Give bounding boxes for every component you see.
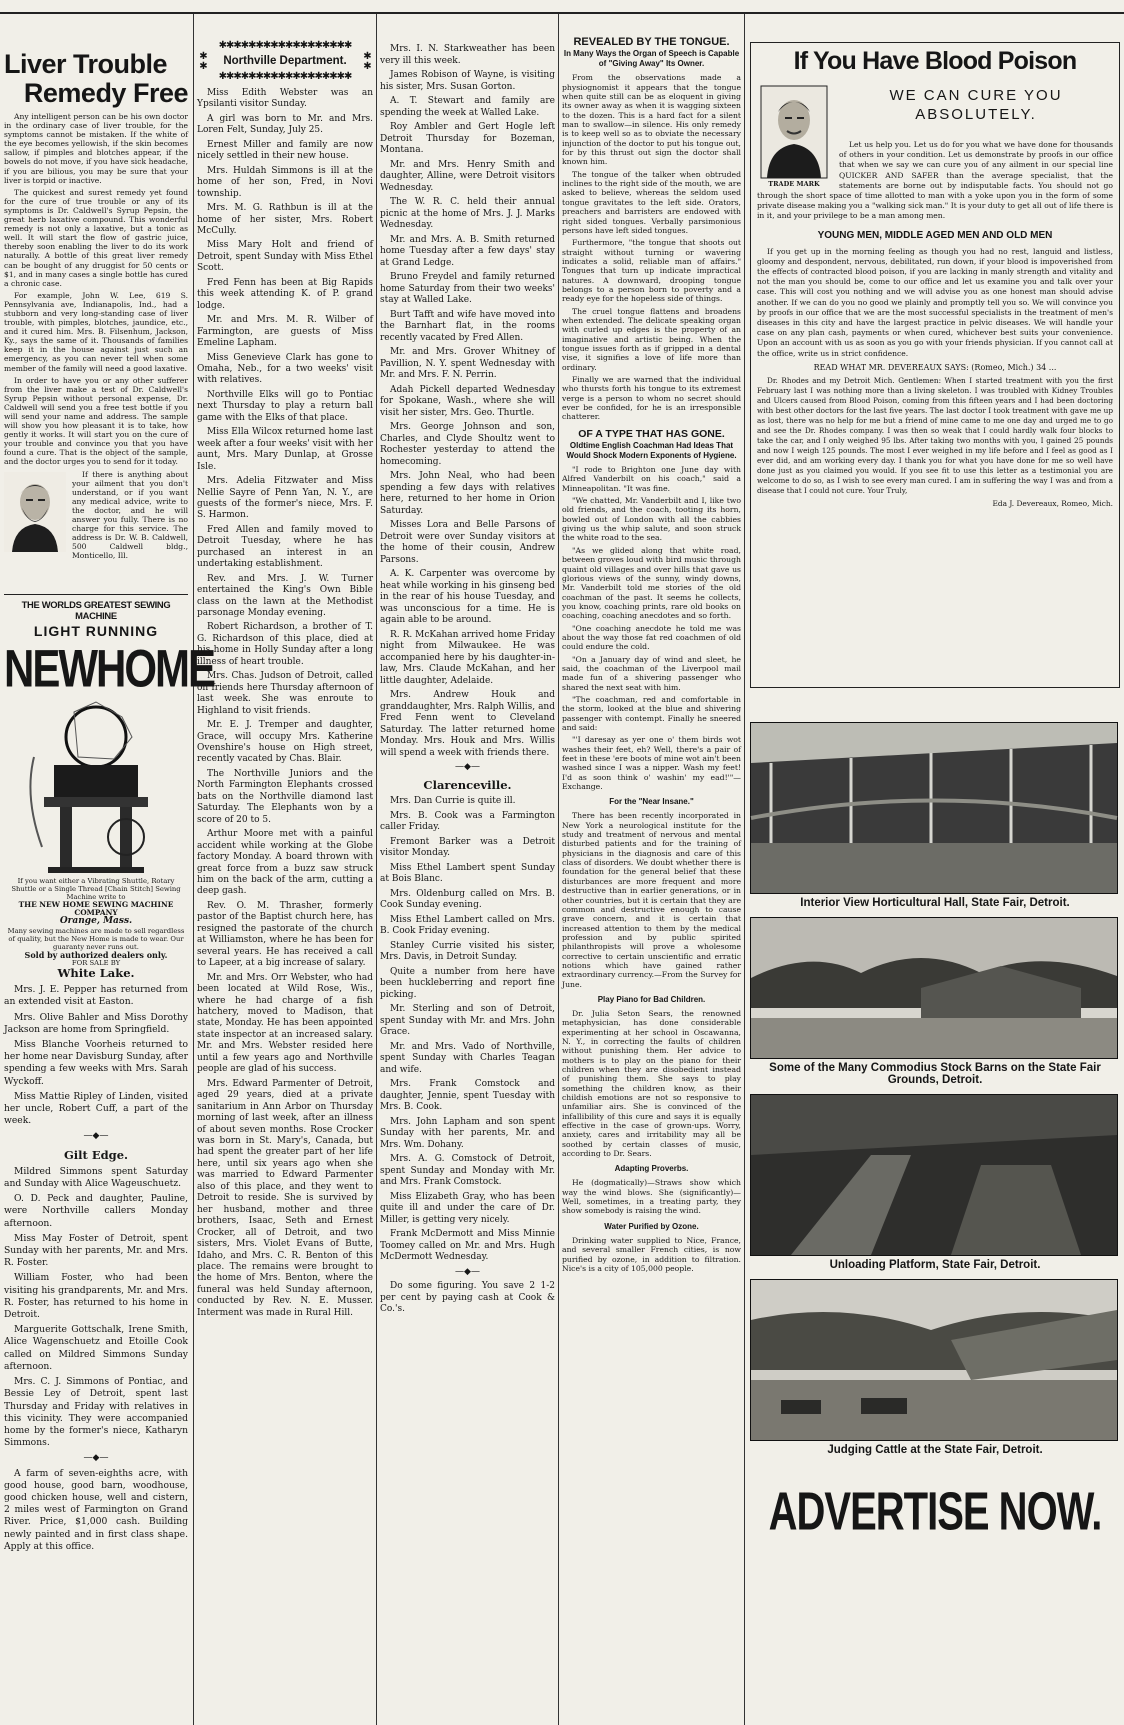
water-title: Water Purified by Ozone.	[604, 1221, 699, 1231]
news-item: The W. R. C. held their annual picnic at the home of Mrs. J. J. Marks Wednesday.	[380, 197, 555, 230]
sewing-line-2: LIGHT RUNNING	[33, 623, 159, 639]
sewing-for-sale: FOR SALE BY	[71, 959, 121, 967]
sewing-sold: Sold by authorized dealers only.	[24, 950, 168, 960]
news-item: Quite a number from here have been huckleberring and report fine picking.	[380, 966, 555, 1000]
white-lake-title: White Lake.	[57, 966, 135, 980]
news-item: Miss Ella Wilcox returned home last week after a four weeks' visit with her aunt, Mrs. Mary Dunlap, at Grosse Isle.	[197, 427, 373, 472]
news-item: Mrs. Adelia Fitzwater and Miss Nellie Sayre of Penn Yan, N. Y., are guests of the former's niece, Mrs. F. S. Harmon.	[197, 476, 373, 521]
news-item: Mrs. M. G. Rathbun is ill at the home of her sister, Mrs. Robert McCully.	[197, 203, 373, 236]
clarenceville-title: Clarenceville.	[423, 777, 512, 792]
column-1	[4, 14, 214, 1725]
column-rule	[193, 14, 194, 1725]
news-item: Mildred Simmons spent Saturday and Sunday with Alice Wageuschuetz.	[4, 1165, 188, 1190]
separator-ornament: —◆—	[455, 762, 480, 772]
news-item: Mrs. Dan Currie is quite ill.	[390, 796, 516, 806]
article-para: There has been recently incorporated in New York a neurological institute for the study and treatment of nervous and mental disturbed patients and for the training of physicians in the diagnosis and care of this class of disorders. We doubt whether there is foundation for the general belief that these disturbances are more frequent and more destructive than in earlier generations, or in other countries, but it is certain that they are common and destructive enough to cause grave concern, and it is certain that increased attention to them by the medical profession and by public spirited philanthropists will prove a wholesome corrective to certain unscientific and erratic notions which have gained rather extraordinary currency.—From the Survey for June.	[562, 811, 741, 989]
article-para: From the observations made a physiognomist it appears that the tongue when quite still can be as eloquent in giving its owner away as when it is wagging sixteen to the dozen. This is a hard fact for a silent man to swallow—in silence. His only remedy is to keep well so as to obviate the necessary injunction of the doctor to put his tongue out, for by this thrust out sign the doctor shall known him.	[562, 73, 741, 167]
news-item: Mrs. C. J. Simmons of Pontiac, and Bessie Ley of Detroit, spent last Thursday and Friday with relatives in this vicinity. They were accompanied home by the former's niece, Katharyn Simmons.	[4, 1376, 188, 1449]
separator-ornament: —◆—	[455, 1266, 480, 1277]
photo-caption: Unloading Platform, State Fair, Detroit.	[829, 1259, 1041, 1271]
news-item: Mrs. Olive Bahler and Miss Dorothy Jackson are home from Springfield.	[4, 1011, 188, 1035]
news-item: Mr. Sterling and son of Detroit, spent Sunday with Mr. and Mrs. John Grace.	[380, 1004, 555, 1037]
star-border: ✱✱✱✱✱✱✱✱✱✱✱✱✱✱✱✱✱✱	[218, 71, 352, 82]
tongue-title: REVEALED BY THE TONGUE.	[573, 36, 730, 48]
cook-ad: Do some figuring. You save 2 1-2 per cent by paying cash at Cook & Co.'s.	[380, 1281, 555, 1314]
news-item: Mrs. J. E. Pepper has returned from an extended visit at Easton.	[4, 984, 188, 1008]
news-item: Mr. and Mrs. Grover Whitney of Pavillion, N. Y. spent Wednesday with Mr. and Mrs. F. N. Perrin.	[380, 347, 555, 380]
news-item: Mrs. George Johnson and son, Charles, and Clyde Shoultz went to Rochester yesterday to attend the homecoming.	[380, 422, 555, 467]
blood-title: If You Have Blood Poison	[793, 47, 1077, 75]
trademark-label: TRADE MARK	[768, 180, 820, 188]
news-item: A girl was born to Mr. and Mrs. Loren Felt, Sunday, July 25.	[197, 113, 373, 136]
news-item: Burt Tafft and wife have moved into the Barnhart flat, in the rooms recently vacated by Fred Allen.	[380, 309, 555, 343]
news-item: Mrs. John Neal, who had been spending a few days with relatives here, returned to her home in Orion Saturday.	[380, 471, 555, 516]
news-item: Miss May Foster of Detroit, spent Sunday with her parents, Mr. and Mrs. R. Foster.	[4, 1232, 188, 1269]
news-item: Arthur Moore met with a painful accident while working at the Globe factory Monday. A board thrown with great force from a buzz saw struck him on the back of the arm, cutting a deep gash.	[197, 829, 373, 897]
liver-title-1: Liver Trouble	[4, 49, 168, 79]
news-item: O. D. Peck and daughter, Pauline, were Northville callers Monday afternoon.	[4, 1193, 188, 1229]
white-lake-section	[4, 967, 188, 1553]
liver-para: Any intelligent person can be his own doctor in the ordinary case of liver trouble, for the symptoms cannot be mistaken. If the white of the eye becomes yellowish, if the skin becomes sallow, if pimples and blotches appear, if the bowels do not move, if you have sick headache, if you are bilious, you may be sure that your liver is torpid or inactive.	[4, 112, 188, 185]
column-rule	[744, 14, 745, 1725]
sewing-fine-print: If you want either a Vibrating Shuttle, Rotary Shuttle or a Single Thread [Chain Stitch] Sewing Machine write to	[11, 877, 181, 901]
news-item: Fremont Barker was a Detroit visitor Monday.	[380, 836, 555, 858]
news-item: James Robison of Wayne, is visiting his sister, Mrs. Susan Gorton.	[380, 70, 555, 92]
news-item: Mr. and Mrs. Vado of Northville, spent Sunday with Charles Teagan and wife.	[380, 1041, 555, 1075]
news-item: Miss Genevieve Clark has gone to Omaha, Neb., for a two weeks' visit with relatives.	[197, 352, 373, 386]
advertise-now: ADVERTISE NOW.	[768, 1482, 1102, 1542]
news-item: Miss Elizabeth Gray, who has been quite ill and under the care of Dr. Miller, is getting very nicely.	[380, 1191, 555, 1225]
blood-heading: YOUNG MEN, MIDDLE AGED MEN AND OLD MEN	[817, 229, 1053, 241]
article-para: The cruel tongue flattens and broadens when extended. The delicate speaking organ with curled up edges is the property of an imaginative and artistic being. When the tongue issues forth as if gripped in a dental vise, it signifies a love of life more than ordinary.	[562, 306, 741, 372]
news-item: Fred Allen and family moved to Detroit Tuesday, where he has purchased an interest in an undertaking establishment.	[197, 524, 373, 570]
piano-title: Play Piano for Bad Children.	[597, 994, 706, 1004]
sewing-company: THE NEW HOME SEWING MACHINE COMPANY	[18, 900, 174, 917]
liver-ad	[4, 50, 188, 594]
news-item: Robert Richardson, a brother of T. G. Richardson of this place, died at his home in Holly Sunday after a long illness of heart trouble.	[197, 622, 373, 667]
news-item: Mr. and Mrs. A. B. Smith returned home Tuesday after a few days' stay at Grand Ledge.	[380, 234, 555, 268]
blood-intro: Let us help you. Let us do for you what we have done for thousands of others in your condition. Let us demonstrate by proofs in our office that when we say we can cure you of any ailment in our special line QUICKER AND SAFER than the average specialist, that the statements are borne out by indisputable facts. You should not go through the short space of time allotted to man with a yoke upon you in the form of some private disease making you a "walking sick man." It is your duty to get all out of life there is in it, and your privilege to be a man among men.	[757, 140, 1113, 221]
separator-ornament: —◆—	[83, 1131, 109, 1142]
news-item: Mrs. John Lapham and son spent Sunday with her parents, Mr. and Mrs. Wm. Dohany.	[380, 1116, 555, 1150]
column-4	[562, 14, 741, 1725]
news-item: Mrs. Huldah Simmons is ill at the home of her son, Fred, in Novi township.	[197, 165, 373, 199]
news-item: Rev. and Mrs. J. W. Turner entertained the King's Own Bible class on the lawn at the Methodist parsonage Monday evening.	[197, 573, 373, 619]
separator-ornament: —◆—	[83, 1453, 109, 1464]
news-item: A. K. Carpenter was overcome by heat while working in his ginseng bed in the rear of his house Tuesday, and was unconscious for a time. He is again able to be around.	[380, 569, 555, 625]
read-heading: READ WHAT MR. DEVEREAUX SAYS: (Romeo, Mich.) 34 ...	[813, 362, 1057, 372]
column-5	[750, 14, 1120, 1725]
liver-para: The quickest and surest remedy yet found for the cure of true trouble or any of its symptoms is Dr. Caldwell's Syrup Pepsin, the great herb laxative compound. This wonderful remedy is not only a laxative, but a tonic as well. It will start the flow of gastric juice, thereby soon enabling the liver to do its work naturally. A bottle of this great liver remedy can be bought of any druggist for 50 cents or $1, and in many cases a single bottle has cured a chronic case.	[4, 187, 188, 288]
liver-para: If there is anything about your ailment that you don't understand, or if you want any medical advice, write to the doctor, and he will answer you fully. There is no charge for this service. The address is Dr. W. B. Caldwell, 500 Caldwell bldg., Monticello, Ill.	[72, 469, 188, 561]
northville-title: Northville Department.	[223, 55, 347, 67]
news-item: The Northville Juniors and the North Farmington Elephants crossed bats on the Northville diamond last Saturday. The Elephants won by a score of 20 to 5.	[197, 768, 373, 825]
news-item: Stanley Currie visited his sister, Mrs. Davis, in Detroit Sunday.	[380, 940, 555, 962]
news-item: Mr. and Mrs. Henry Smith and daughter, Alline, were Detroit visitors Wednesday.	[380, 159, 555, 193]
column-3	[380, 14, 555, 1725]
news-item: Miss Edith Webster was an Ypsilanti visitor Sunday.	[197, 88, 373, 110]
testimonial-signature: Eda J. Devereaux, Romeo, Mich.	[992, 498, 1113, 508]
photo-cattle	[750, 1279, 1118, 1441]
star-border: ✱✱✱✱✱✱✱✱✱✱✱✱✱✱✱✱✱✱	[218, 40, 352, 51]
northville-header	[197, 40, 373, 82]
blood-poison-ad	[750, 42, 1120, 688]
news-item: Ernest Miller and family are now nicely settled in their new house.	[197, 139, 373, 162]
news-item: Misses Lora and Belle Parsons of Detroit were over Sunday visitors at the home of their cousin, Andrew Parsons.	[380, 520, 555, 565]
photo-barns	[750, 917, 1118, 1059]
news-item: Mrs. Frank Comstock and daughter, Jennie, spent Tuesday with Mrs. B. Cook.	[380, 1079, 555, 1112]
news-item: Mr. E. J. Tremper and daughter, Grace, will occupy Mrs. Katherine Ovenshire's house on High street, recently vacated by Chas. Blair.	[197, 720, 373, 765]
article-para: Finally we are warned that the individual who thursts forth his tongue to its extremest verge is a person to whom no secret should ever be confided, for he is an irresponsible chatterer.	[562, 375, 741, 422]
news-item: Rev. O. M. Thrasher, formerly pastor of the Baptist church here, has resigned the pastorate of the church at Williamston, where he has been for several years. He has received a call to Lapeer, at a big increase of salary.	[197, 900, 373, 969]
blood-body: If you get up in the morning feeling as though you had no rest, languid and listless, gloomy and despondent, nervous, debilitated, run down, if your blood is impoverished from the effects of contracted blood poison, if you are lacking in manly strength and vitality and not the man you should be, come to our office and let us examine you and talk over your case. This will cost you nothing and we will advise you as one honest man should advise another. If we can do you no good we plainly and promptly tell you so. We will convince you by proofs in our office that we are the most successful specialists in the treatment of men's diseases in this city and have the largest practice in pelvic diseases. We will handle your case on any plan cash, payments or when cured, whichever best suits your convenience. Upon an account with us as soon as you go with your friends physician. If you cannot call at the office, write us in strict confidence.	[757, 246, 1113, 358]
type-subtitle: Oldtime English Coachman Had Ideas That Would Shock Modern Exponents of Hygiene.	[566, 441, 737, 461]
news-item: Adah Pickell departed Wednesday for Spokane, Wash., where she will visit her sister, Mrs. Geo. Thurtle.	[380, 384, 555, 418]
news-item: Mrs. Edward Parmenter of Detroit, aged 29 years, died at a private sanitarium in Ann Arbor on Thursday morning of last week, after an illness of about seven months. Rose Crocker was born in St. Mary's, Canada, but had spent the greater part of her life here, until six years ago when she was married to Edward Parmenter also of this place, and they went to Detroit to reside. She is survived by her husband, mother and three brothers, Isaac, Seth and Ernest Crocker, all of Detroit, and two sisters, Mrs. Violet Evans of Butte, Idaho, and Mrs. C. R. Benton of this place. The remains were brought to the home of Mrs. Benton, where the funeral was held Sunday afternoon, conducted by Rev. N. E. Musser. Interment was made in Rural Hill.	[197, 1078, 373, 1318]
sewing-machine-illustration	[4, 697, 188, 877]
sewing-line-1: THE WORLDS GREATEST SEWING MACHINE	[21, 599, 171, 621]
photo-caption: Judging Cattle at the State Fair, Detroit.	[827, 1444, 1043, 1456]
doctor-portrait	[761, 86, 827, 178]
star-border: ✱✱	[198, 51, 209, 71]
news-item: Mrs. A. G. Comstock of Detroit, spent Sunday and Monday with Mr. and Mrs. Frank Comstock.	[380, 1154, 555, 1187]
article-para: Drinking water supplied to Nice, France, and several smaller French cities, is now purified by ozone, in addition to filtration. Nice's is a city of 105,000 people.	[562, 1235, 741, 1273]
article-para: Furthermore, "the tongue that shoots out straight without turning or wavering indicates a solid, reliable man of affairs." Tongues that turn up indicate impractical natures. A downward, drooping tongue belongs to a person born to poverty and a ready eye for the hopeless side of things.	[562, 238, 741, 304]
article-para: "The coachman, red and comfortable in the storm, looked at the blue and shivering passenger with contempt. Finally he sneered and said:	[562, 694, 741, 732]
news-item: R. R. McKahan arrived home Friday night from Milwaukee. He was accompanied here by his daughter-in-law, Mrs. Claude McKahan, and her little daughter, Adelaide.	[380, 629, 555, 686]
sewing-fine-print: Many sewing machines are made to sell regardless of quality, but the New Home is made to wear. Our guaranty never runs out.	[7, 927, 185, 951]
article-para: "We chatted, Mr. Vanderbilt and I, like two old friends, and the coach, tooting its horn, bowled out of London with all the cabbies giving us the whip salute, and soon struck the white road to the sea.	[562, 496, 741, 543]
news-item: Miss Mattie Ripley of Linden, visited her uncle, Robert Cuff, a part of the week.	[4, 1090, 188, 1127]
proverbs-title: Adapting Proverbs.	[614, 1164, 689, 1174]
news-item: Miss Ethel Lambert called on Mrs. B. Cook Friday evening.	[380, 914, 555, 936]
news-item: Mrs. I. N. Starkweather has been very ill this week.	[380, 44, 555, 66]
sewing-city: Orange, Mass.	[59, 916, 133, 926]
news-item: Miss Blanche Voorheis returned to her home near Davisburg Sunday, after spending a few weeks with Mrs. Sarah Wyckoff.	[4, 1039, 188, 1087]
liver-para: In order to have you or any other sufferer from the liver make a test of Dr. Caldwell's Syrup Pepsin without personal expense, Dr. Caldwell will send you a free test bottle if you will send your name and address. The sample will show you how pleasant it is to take, how gently it works. It will start you on the cure of your trouble and convince you that you have found a cure. That is the object of the sample, and the doctor urges you to send for it today.	[4, 375, 188, 467]
newhome-brand: NEWHOME	[4, 639, 214, 698]
article-para: He (dogmatically)—Straws show which way the wind blows. She (significantly)—Well, sometimes, in a treating party, they show somebody is raising the wind.	[562, 1178, 741, 1216]
article-para: The tongue of the talker when obtruded inclines to the right side of the mouth, we are asked to believe, whereas the seldom used tongue gravitates to the left side. Orators, preachers and barristers are endowed with right sided tongues. Verbally parsimonious persons have left sided tongues.	[562, 169, 741, 235]
article-para: "As we glided along that white road, between groves loud with bird music through quaint old villages and over hills that gave us glorious views of the sunny, windy downs, Mr. Vanderbilt told me stories of the old coachman of the past. It seems he collects, you know, coaching prints, rare old books on coaching, coaching anecdotes and so forth.	[562, 545, 741, 621]
article-para: "On a January day of wind and sleet, he said, the coachman of the Liverpool mail made fun of a shivering passenger who shared the next seat with him.	[562, 654, 741, 692]
farm-for-sale: A farm of seven-eighths acre, with good house, good barn, woodhouse, good chicken house, well and cistern, 2 miles west of Farmington on Grand River. Price, $1,000 cash. Building newly painted and in first class shape. Apply at this office.	[4, 1467, 188, 1552]
news-item: Roy Ambler and Gert Hogle left Detroit Thursday for Bozeman, Montana.	[380, 122, 555, 155]
news-item: William Foster, who had been visiting his grandparents, Mr. and Mrs. R. Foster, has returned to his home in Detroit.	[4, 1272, 188, 1321]
tongue-subtitle: In Many Ways the Organ of Speech is Capable of "Giving Away" Its Owner.	[563, 49, 740, 69]
photo-caption: Some of the Many Commodius Stock Barns on the State Fair Grounds, Detroit.	[769, 1062, 1101, 1086]
liver-title-2: Remedy Free	[23, 78, 188, 108]
news-item: Frank McDermott and Miss Minnie Toomey called on Mr. and Mrs. Hugh McDermott Wednesday.	[380, 1229, 555, 1262]
news-item: Mr. and Mrs. Orr Webster, who had been located at Wild Rose, Wis., where he had charge of a fish hatchery, moved to Madison, that state, Monday. He has been appointed state inspector at an increased salary. Mr. and Mrs. Webster resided here until a few years ago and Northville people are glad of his success.	[197, 972, 373, 1075]
news-item: Marguerite Gottschalk, Irene Smith, Alice Wagenschuetz and Etoille Cook called on Mildred Simmons Sunday afternoon.	[4, 1324, 188, 1372]
news-item: Mrs. Oldenburg called on Mrs. B. Cook Sunday evening.	[380, 888, 555, 910]
news-item: Miss Ethel Lambert spent Sunday at Bois Blanc.	[380, 862, 555, 884]
article-para: "'I daresay as yer one o' them birds wot washes their feet, eh? Well, there's a pair of feet in these 'ere boots of mine wot ain't been washed since I was a nipper. Wash my feet! I'd as soon think o' washin' my ead!'"—Exchange.	[562, 735, 741, 792]
news-item: Mrs. Andrew Houk and granddaughter, Mrs. Ralph Willis, and Fred Fenn went to Cleveland Saturday. The latter returned home Monday. Mrs. Houk and Mrs. Willis will spend a week with friends there.	[380, 690, 555, 758]
news-item: Mr. and Mrs. M. R. Wilber of Farmington, are guests of Miss Emeline Lapham.	[197, 315, 373, 349]
column-2	[197, 14, 373, 1725]
news-item: Northville Elks will go to Pontiac next Thursday to play a return ball game with the Elks of that place.	[197, 389, 373, 423]
article-para: Dr. Julia Seton Sears, the renowned metaphysician, has done considerable experimenting at her school in Oscawanna, N. Y., in correcting the faults of children without punishing them. Her advice to mothers is to play on the piano for their children when they are disobedient instead of punishing them. She says to play something the children know, as their childish emotions are not so responsive to unfamiliar airs. She is convinced of the infallibility of this cure and says it is equally effective in the case of grown-ups. Worry, anxiety, cares and irritability may all be soothed by certain classes of music, according to Dr. Sears.	[562, 1008, 741, 1159]
article-para: "I rode to Brighton one June day with Alfred Vanderbilt on his coach," said a Minneapolitan. "It was fine.	[562, 465, 741, 493]
doctor-portrait	[4, 472, 66, 552]
cure-headline: WE CAN CURE YOU ABSOLUTELY.	[889, 87, 1063, 123]
type-title: OF A TYPE THAT HAS GONE.	[578, 427, 725, 440]
photo-caption: Interior View Horticultural Hall, State Fair, Detroit.	[800, 897, 1070, 909]
photo-platform	[750, 1094, 1118, 1256]
sewing-machine-ad	[4, 594, 214, 967]
news-item: Mrs. B. Cook was a Farmington caller Friday.	[380, 810, 555, 832]
news-item: Bruno Freydel and family returned home Saturday from their two weeks' stay at Walled Lake.	[380, 272, 555, 305]
star-border: ✱✱	[362, 51, 373, 71]
column-rule	[558, 14, 559, 1725]
news-item: Fred Fenn has been at Big Rapids this week attending K. of P. grand lodge.	[197, 277, 373, 311]
news-item: Mrs. Chas. Judson of Detroit, called on friends here Thursday afternoon of last week. She was enroute to Highland to visit friends.	[197, 671, 373, 716]
news-item: A. T. Stewart and family are spending the week at Walled Lake.	[380, 96, 555, 118]
news-item: Miss Mary Holt and friend of Detroit, spent Sunday with Miss Ethel Scott.	[197, 240, 373, 274]
photo-hall	[750, 722, 1118, 894]
insane-title: For the "Near Insane."	[609, 797, 694, 807]
column-rule	[376, 14, 377, 1725]
testimonial: Dr. Rhodes and my Detroit Mich. Gentlemen: When I started treatment with you the first February last I was nothing more than a living skeleton. I was troubled with Kidney Troubles and Ulcers caused from Blood Poison, coming from this fifteen years and I had been doctoring with best other doctors for the last five years. The last doctor I took treatment with gave me up as lost, there was no help for me but a friend of mine came to me one day and urged me to go and see the Dr. Rhodes company. I was then so weak that I could hardly walk four blocks to take the car, and I only weighed 95 lbs. After taking two months with you, I gained 25 pounds and now I weigh 125 pounds. The most I ever weighed in my life before and I feel as good as I ever did, and am working every day. I thank you for what you have done for me so well have done just as you claimed you would. If you see fit to use this letter as a testimonial you are welcome to do so, as I wish to see every man cured. I am in suffering the way I was and from a disease that I could not cure. Your Truly,	[757, 375, 1113, 495]
liver-para: For example, John W. Lee, 619 S. Pennsylvania ave, Indianapolis, Ind., had a stubborn and very long-standing case of liver trouble, with pimples, blotches, jaundice, etc., and it cured him. Mrs. B. Filsenhum, Jackson, Ky., says the same of it. Thousands of families keep it in the house against just such an emergency, as you can never tell when some member of the family will need a good laxative.	[4, 290, 188, 373]
article-para: "One coaching anecdote he told me was about the way those fat red coachmen of old could endure the cold.	[562, 623, 741, 652]
gilt-edge-title: Gilt Edge.	[63, 1147, 129, 1162]
